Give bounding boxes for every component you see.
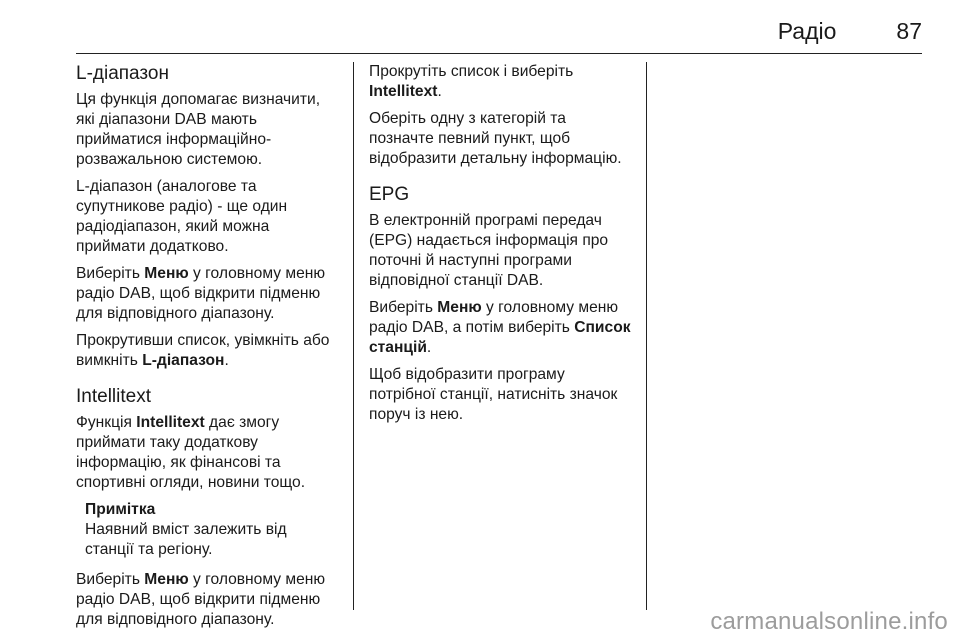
column-divider-right [646, 62, 647, 610]
paragraph-l-band-intro: Ця функція допомагає визначити, які діапазони DAB мають прийматися інформаційно- розважальною системою. [76, 91, 321, 168]
left-column [76, 62, 346, 637]
paragraph-intellitext-desc: Функція Intellitext дає змогу приймати таку додаткову інформацію, як фінансові та спортивні огляди, новини тощо. [76, 414, 306, 491]
right-column [369, 62, 639, 432]
watermark: carmanualsonline.info [710, 608, 948, 635]
note-box: Примітка Наявний вміст залежить від станції та регіону. [76, 500, 346, 560]
paragraph-epg-select: Виберіть Меню у головному меню радіо DAB, а потім виберіть Список станцій. [369, 299, 631, 356]
note-title: Примітка [85, 501, 156, 518]
paragraph-epg-desc: В електронній програмі передач (EPG) надається інформація про поточні й наступні програми відповідної станції DAB. [369, 212, 609, 289]
header-rule [76, 53, 922, 54]
paragraph-scroll-select: Прокрутіть список і виберіть Intellitext. [369, 63, 574, 100]
paragraph-scroll-toggle: Прокрутивши список, увімкніть або вимкніть L-діапазон. [76, 332, 330, 369]
column-divider [353, 62, 354, 610]
section-title: Радіо [777, 18, 837, 44]
heading-l-band: L-діапазон [76, 63, 169, 84]
paragraph-select-menu-2: Виберіть Меню у головному меню радіо DAB, щоб відкрити підменю для відповідного діапазону. [76, 571, 326, 628]
page-header [0, 18, 922, 45]
paragraph-show-program: Щоб відобразити програму потрібної станції, натисніть значок поруч із нею. [369, 366, 618, 423]
paragraph-choose-category: Оберіть одну з категорій та позначте певний пункт, щоб відобразити детальну інформацію. [369, 110, 622, 167]
paragraph-select-menu: Виберіть Меню у головному меню радіо DAB, щоб відкрити підменю для відповідного діапазону. [76, 265, 326, 322]
heading-epg: EPG [369, 184, 410, 205]
heading-intellitext: Intellitext [76, 386, 151, 407]
paragraph-l-band-desc: L-діапазон (аналогове та супутникове радіо) - ще один радіодіапазон, який можна приймати додатково. [76, 178, 288, 255]
page-number: 87 [896, 18, 922, 44]
